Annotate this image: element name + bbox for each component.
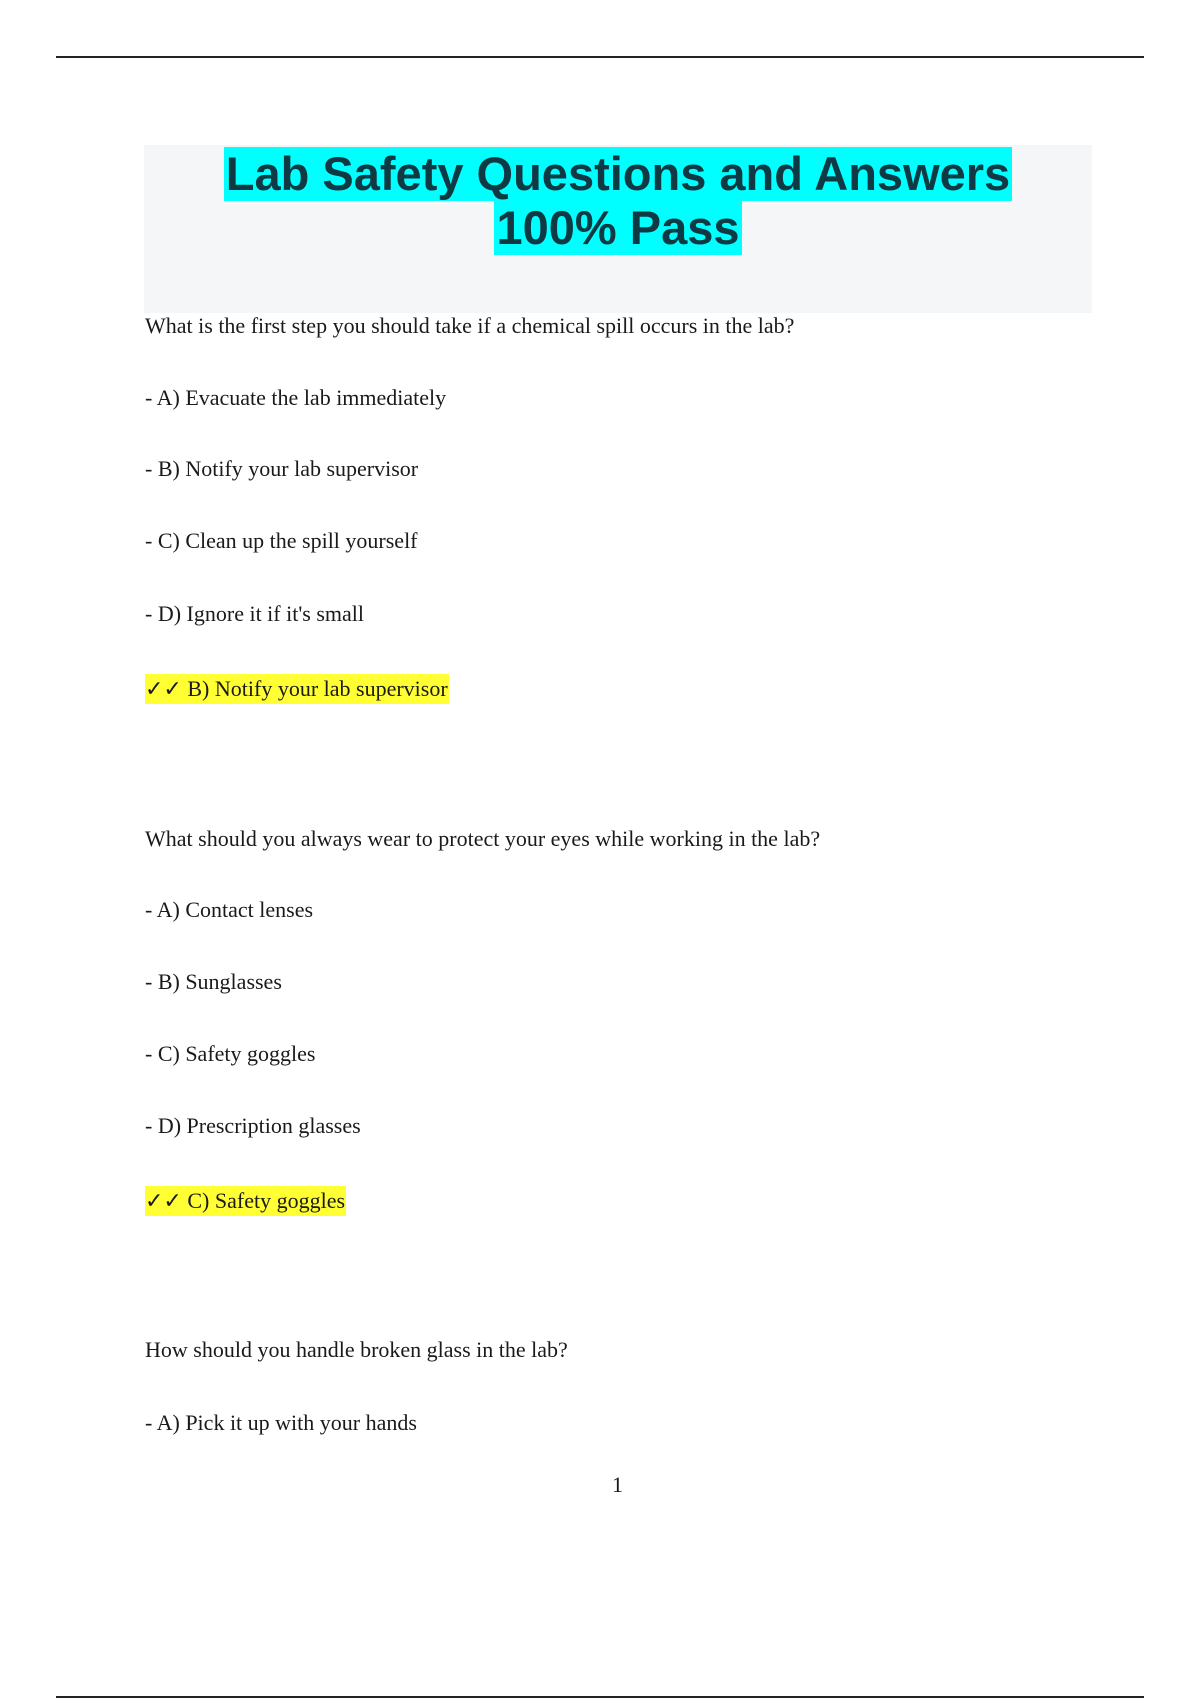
- question-3-option-a: - A) Pick it up with your hands: [145, 1410, 417, 1435]
- answer-text: C) Safety goggles: [187, 1188, 346, 1213]
- page-number: 1: [612, 1472, 623, 1497]
- double-check-icon: ✓✓: [145, 677, 182, 702]
- question-2-answer: [145, 1188, 346, 1215]
- double-check-icon: ✓✓: [145, 1189, 182, 1214]
- bottom-rule: [56, 1696, 1144, 1698]
- question-2-option-a: - A) Contact lenses: [145, 897, 314, 922]
- question-1-option-a: - A) Evacuate the lab immediately: [145, 385, 447, 410]
- title-line-2: 100% Pass: [496, 201, 740, 254]
- title-line-1: Lab Safety Questions and Answers: [225, 147, 1011, 200]
- question-3-prompt: How should you handle broken glass in the lab?: [145, 1337, 568, 1362]
- question-2-prompt: What should you always wear to protect your eyes while working in the lab?: [145, 826, 821, 851]
- question-1-answer: [145, 676, 449, 703]
- answer-text: B) Notify your lab supervisor: [187, 676, 448, 701]
- question-2-option-d: - D) Prescription glasses: [145, 1113, 361, 1138]
- question-1-prompt: What is the first step you should take if a chemical spill occurs in the lab?: [145, 313, 795, 338]
- question-1-option-c: - C) Clean up the spill yourself: [145, 528, 418, 553]
- answer-highlight: [145, 674, 449, 704]
- title-block: [144, 145, 1092, 313]
- question-1-option-b: - B) Notify your lab supervisor: [145, 456, 419, 481]
- answer-highlight: [145, 1186, 346, 1216]
- question-2-option-b: - B) Sunglasses: [145, 969, 282, 994]
- top-rule: [56, 56, 1144, 58]
- question-1-option-d: - D) Ignore it if it's small: [145, 601, 365, 626]
- question-2-option-c: - C) Safety goggles: [145, 1041, 316, 1066]
